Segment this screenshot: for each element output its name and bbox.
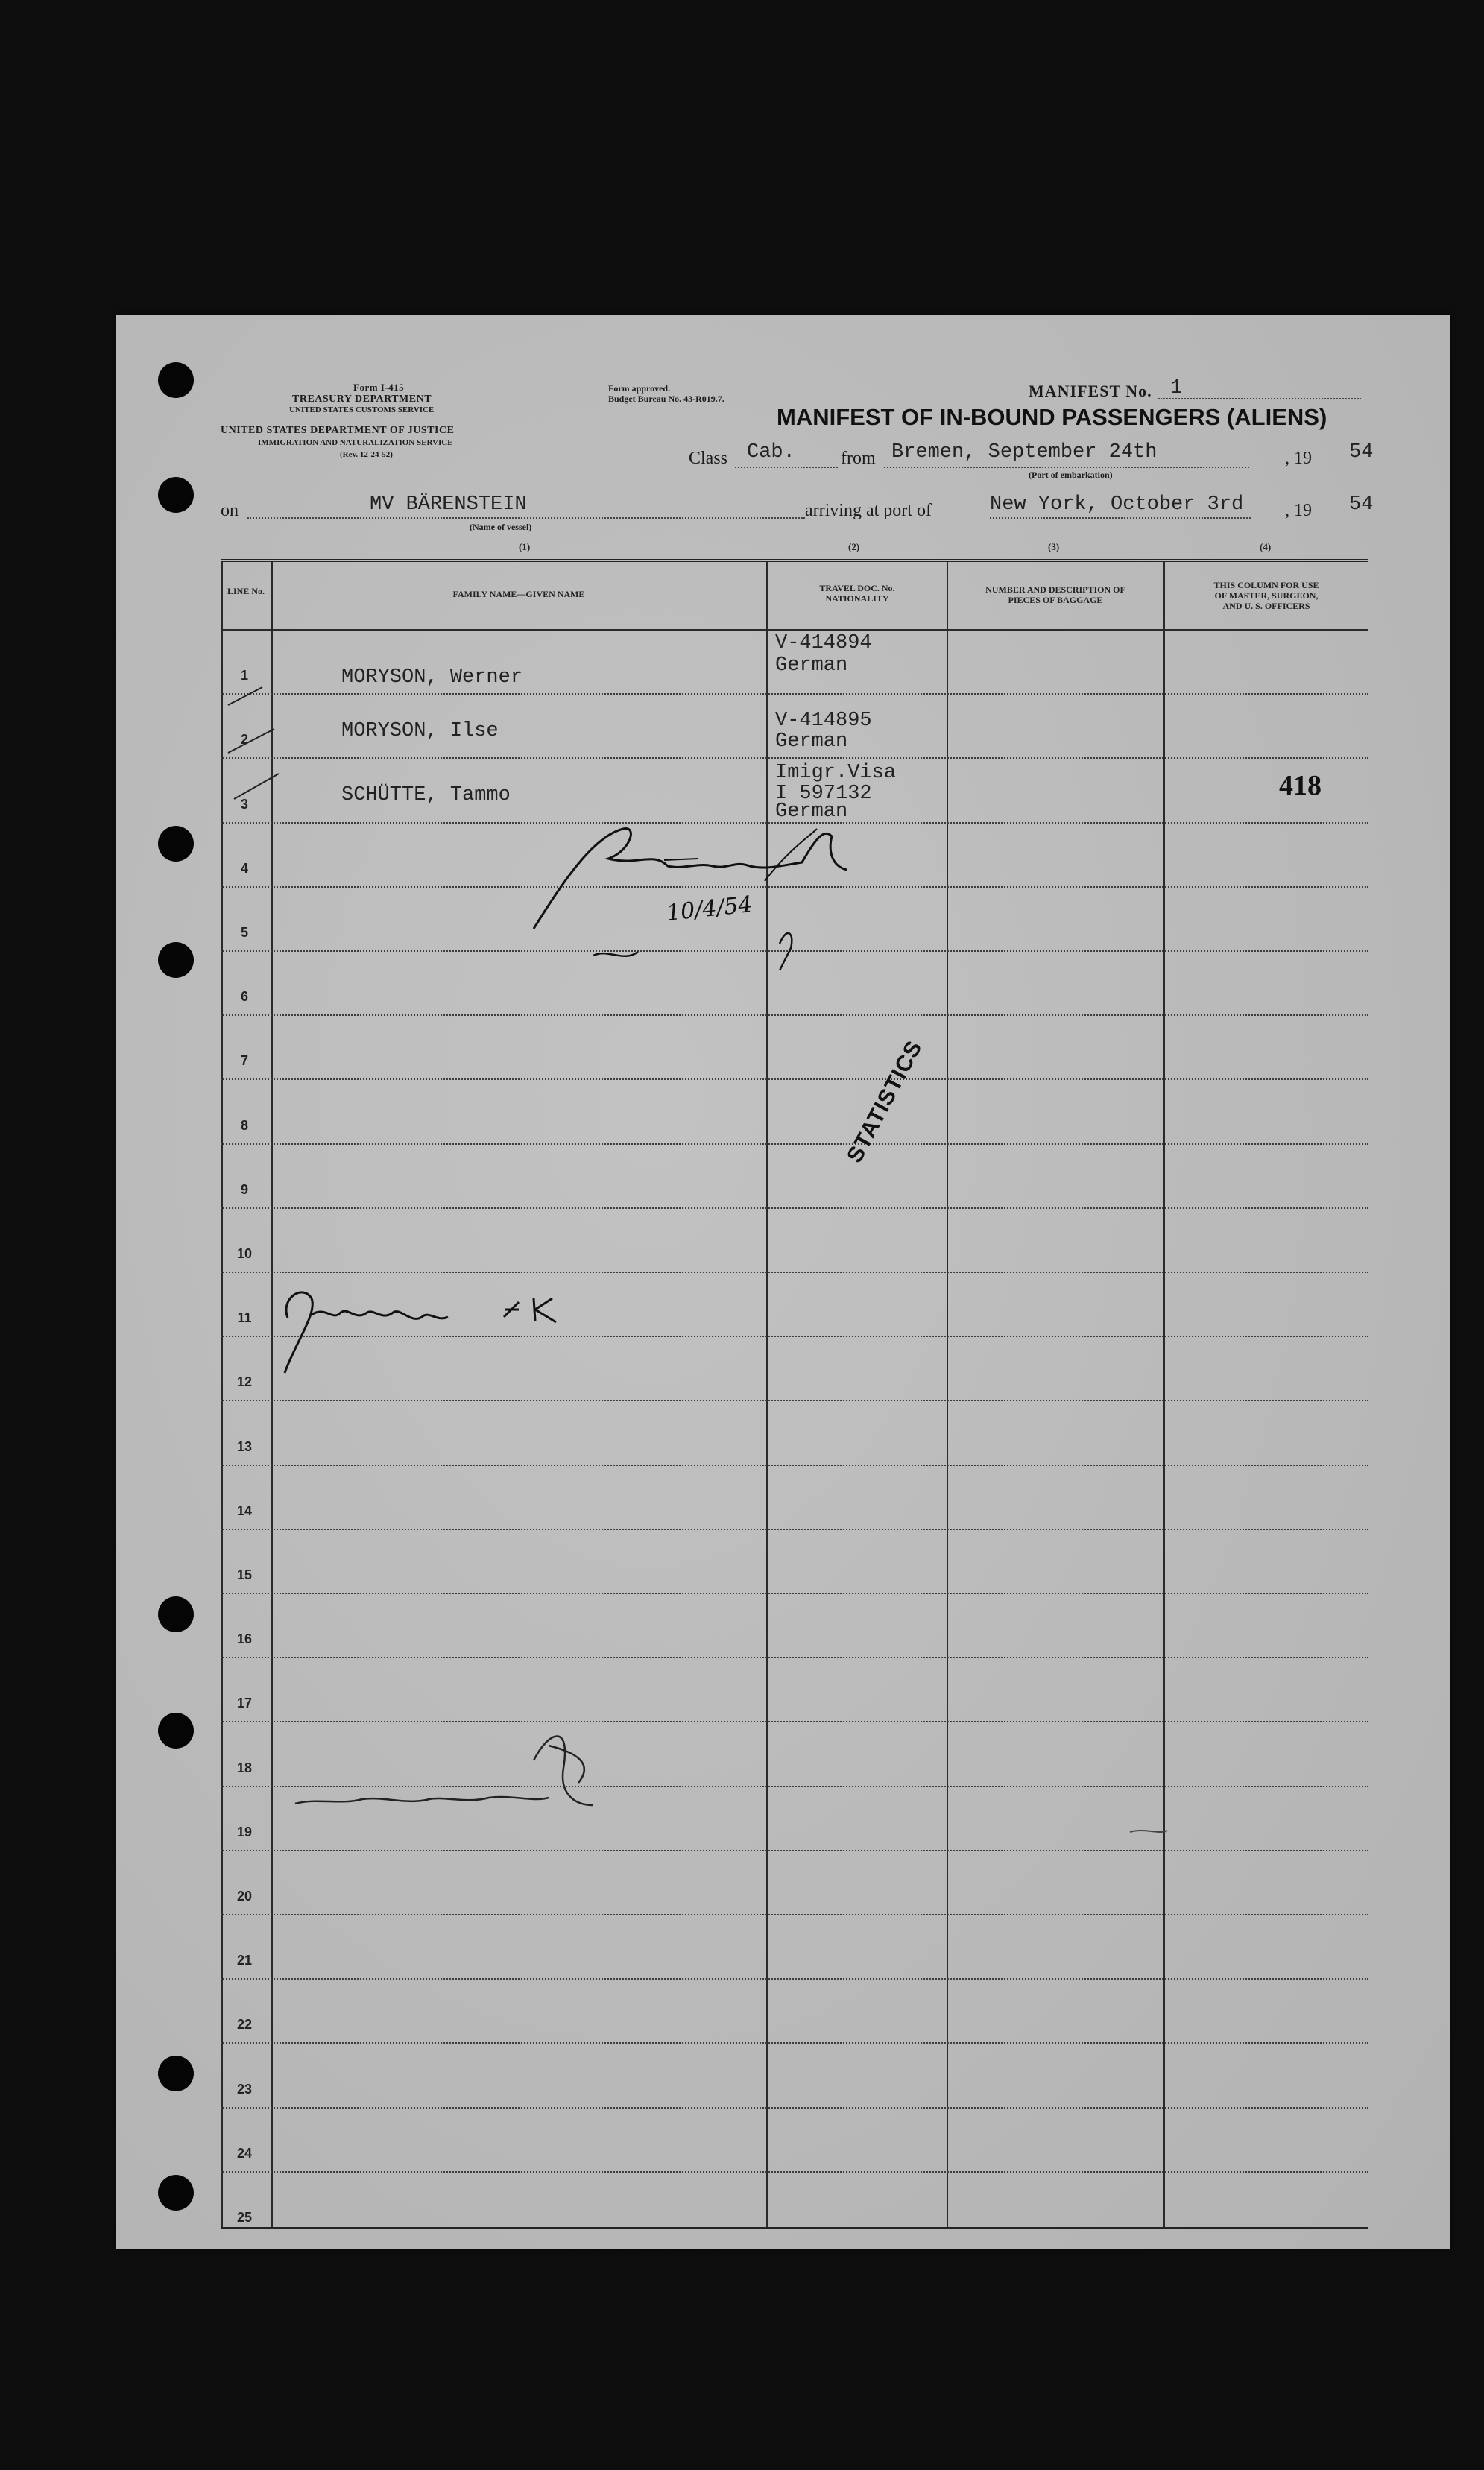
line-number: 9 [240, 1181, 248, 1197]
line-number: 19 [236, 1824, 253, 1839]
check-mark [234, 774, 279, 799]
check-mark [228, 687, 262, 705]
line-number: 3 [240, 796, 248, 812]
dept-treasury: TREASURY DEPARTMENT [292, 394, 432, 405]
statistics-stamp: STATISTICS [842, 1036, 927, 1167]
line-number: 23 [236, 2081, 253, 2097]
passenger-name: SCHÜTTE, Tammo [341, 784, 511, 806]
passenger-name: MORYSON, Werner [341, 666, 523, 689]
handwritten-date: 10/4/54 [665, 891, 754, 926]
budget-bureau: Budget Bureau No. 43-R019.7. [608, 394, 724, 404]
initials-mark [593, 952, 638, 956]
travel-doc-no: V-414894 [775, 632, 872, 654]
passenger-name: MORYSON, Ilse [341, 720, 499, 742]
officer-note: 418 [1279, 770, 1322, 801]
dept-customs: UNITED STATES CUSTOMS SERVICE [289, 405, 435, 414]
line-number: 20 [236, 1889, 253, 1904]
header-officers-2: OF MASTER, SURGEON, [1214, 590, 1319, 601]
prepared-by-signature [285, 1292, 448, 1373]
manifest-title: MANIFEST OF IN-BOUND PASSENGERS (ALIENS) [777, 404, 1327, 430]
year-1: 54 [1349, 441, 1374, 464]
line-number: 17 [236, 1696, 253, 1711]
port-caption: (Port of embarkation) [1029, 470, 1113, 480]
line-number: 18 [236, 1760, 253, 1775]
form-number: Form I-415 [353, 382, 405, 393]
travel-doc-no: V-414895 [775, 710, 872, 732]
manifest-label: MANIFEST No. [1029, 382, 1152, 400]
class-label: Class [689, 449, 728, 468]
header-name: FAMILY NAME—GIVEN NAME [452, 589, 585, 599]
line-number: 8 [240, 1117, 248, 1133]
check-mark [228, 729, 274, 753]
line-number: 12 [236, 1374, 253, 1390]
header-officers-1: THIS COLUMN FOR USE [1213, 580, 1319, 590]
line-number: 5 [240, 925, 248, 940]
from-label: from [841, 449, 876, 468]
embarkation-value: Bremen, September 24th [891, 441, 1158, 464]
line-number: 2 [240, 732, 248, 748]
officer-signature [295, 1797, 549, 1804]
line-number: 6 [240, 989, 248, 1005]
form-approved: Form approved. [608, 383, 671, 394]
prepared-by-text [289, 1310, 391, 1329]
on-label: on [221, 501, 239, 520]
line-number: 10 [236, 1246, 253, 1261]
arrival-value: New York, October 3rd [990, 493, 1244, 516]
nationality: German [775, 730, 848, 753]
travel-doc-no: I 597132 [775, 783, 872, 805]
vessel-name: MV BÄRENSTEIN [370, 493, 527, 516]
nationality: German [775, 654, 848, 677]
line-number: 4 [240, 860, 248, 876]
manifest-number: 1 [1170, 377, 1183, 399]
line-number: 15 [236, 1567, 253, 1582]
year-prefix-2: , 19 [1285, 501, 1312, 520]
line-number: 1 [240, 668, 248, 683]
line-number: 24 [236, 2145, 253, 2161]
header-officers-3: AND U. S. OFFICERS [1222, 601, 1310, 611]
line-number: 14 [236, 1503, 253, 1518]
header-line-no: LINE No. [227, 586, 265, 596]
year-prefix-1: , 19 [1285, 449, 1312, 468]
line-number: 11 [237, 1310, 252, 1326]
line-number: 16 [236, 1632, 253, 1647]
nationality: German [775, 800, 848, 823]
col-num-1: (1) [519, 541, 531, 552]
handwriting-layer [116, 315, 1450, 2249]
col-num-2: (2) [848, 541, 860, 552]
year-2: 54 [1349, 493, 1374, 516]
header-doc-1: TRAVEL DOC. No. [819, 583, 895, 593]
col-num-4: (4) [1260, 541, 1272, 552]
manifest-page [116, 315, 1450, 2249]
line-number: 25 [236, 2210, 253, 2225]
header-doc-2: NATIONALITY [825, 593, 889, 604]
vessel-caption: (Name of vessel) [470, 522, 532, 532]
form-revision: (Rev. 12-24-52) [340, 450, 393, 459]
class-value: Cab. [747, 441, 795, 464]
prepared-by-initials [504, 1310, 535, 1329]
line-number: 21 [236, 1953, 253, 1968]
line-number: 22 [236, 2017, 253, 2032]
line-number: 13 [236, 1438, 253, 1454]
dept-immigration: IMMIGRATION AND NATURALIZATION SERVICE [258, 438, 453, 447]
arriving-label: arriving at port of [805, 501, 932, 520]
dept-justice: UNITED STATES DEPARTMENT OF JUSTICE [221, 425, 455, 436]
line-number: 7 [240, 1053, 248, 1069]
col-num-3: (3) [1048, 541, 1060, 552]
visa-type: Imigr.Visa [775, 762, 897, 784]
header-baggage-2: PIECES OF BAGGAGE [1008, 595, 1103, 605]
header-baggage-1: NUMBER AND DESCRIPTION OF [985, 584, 1125, 595]
